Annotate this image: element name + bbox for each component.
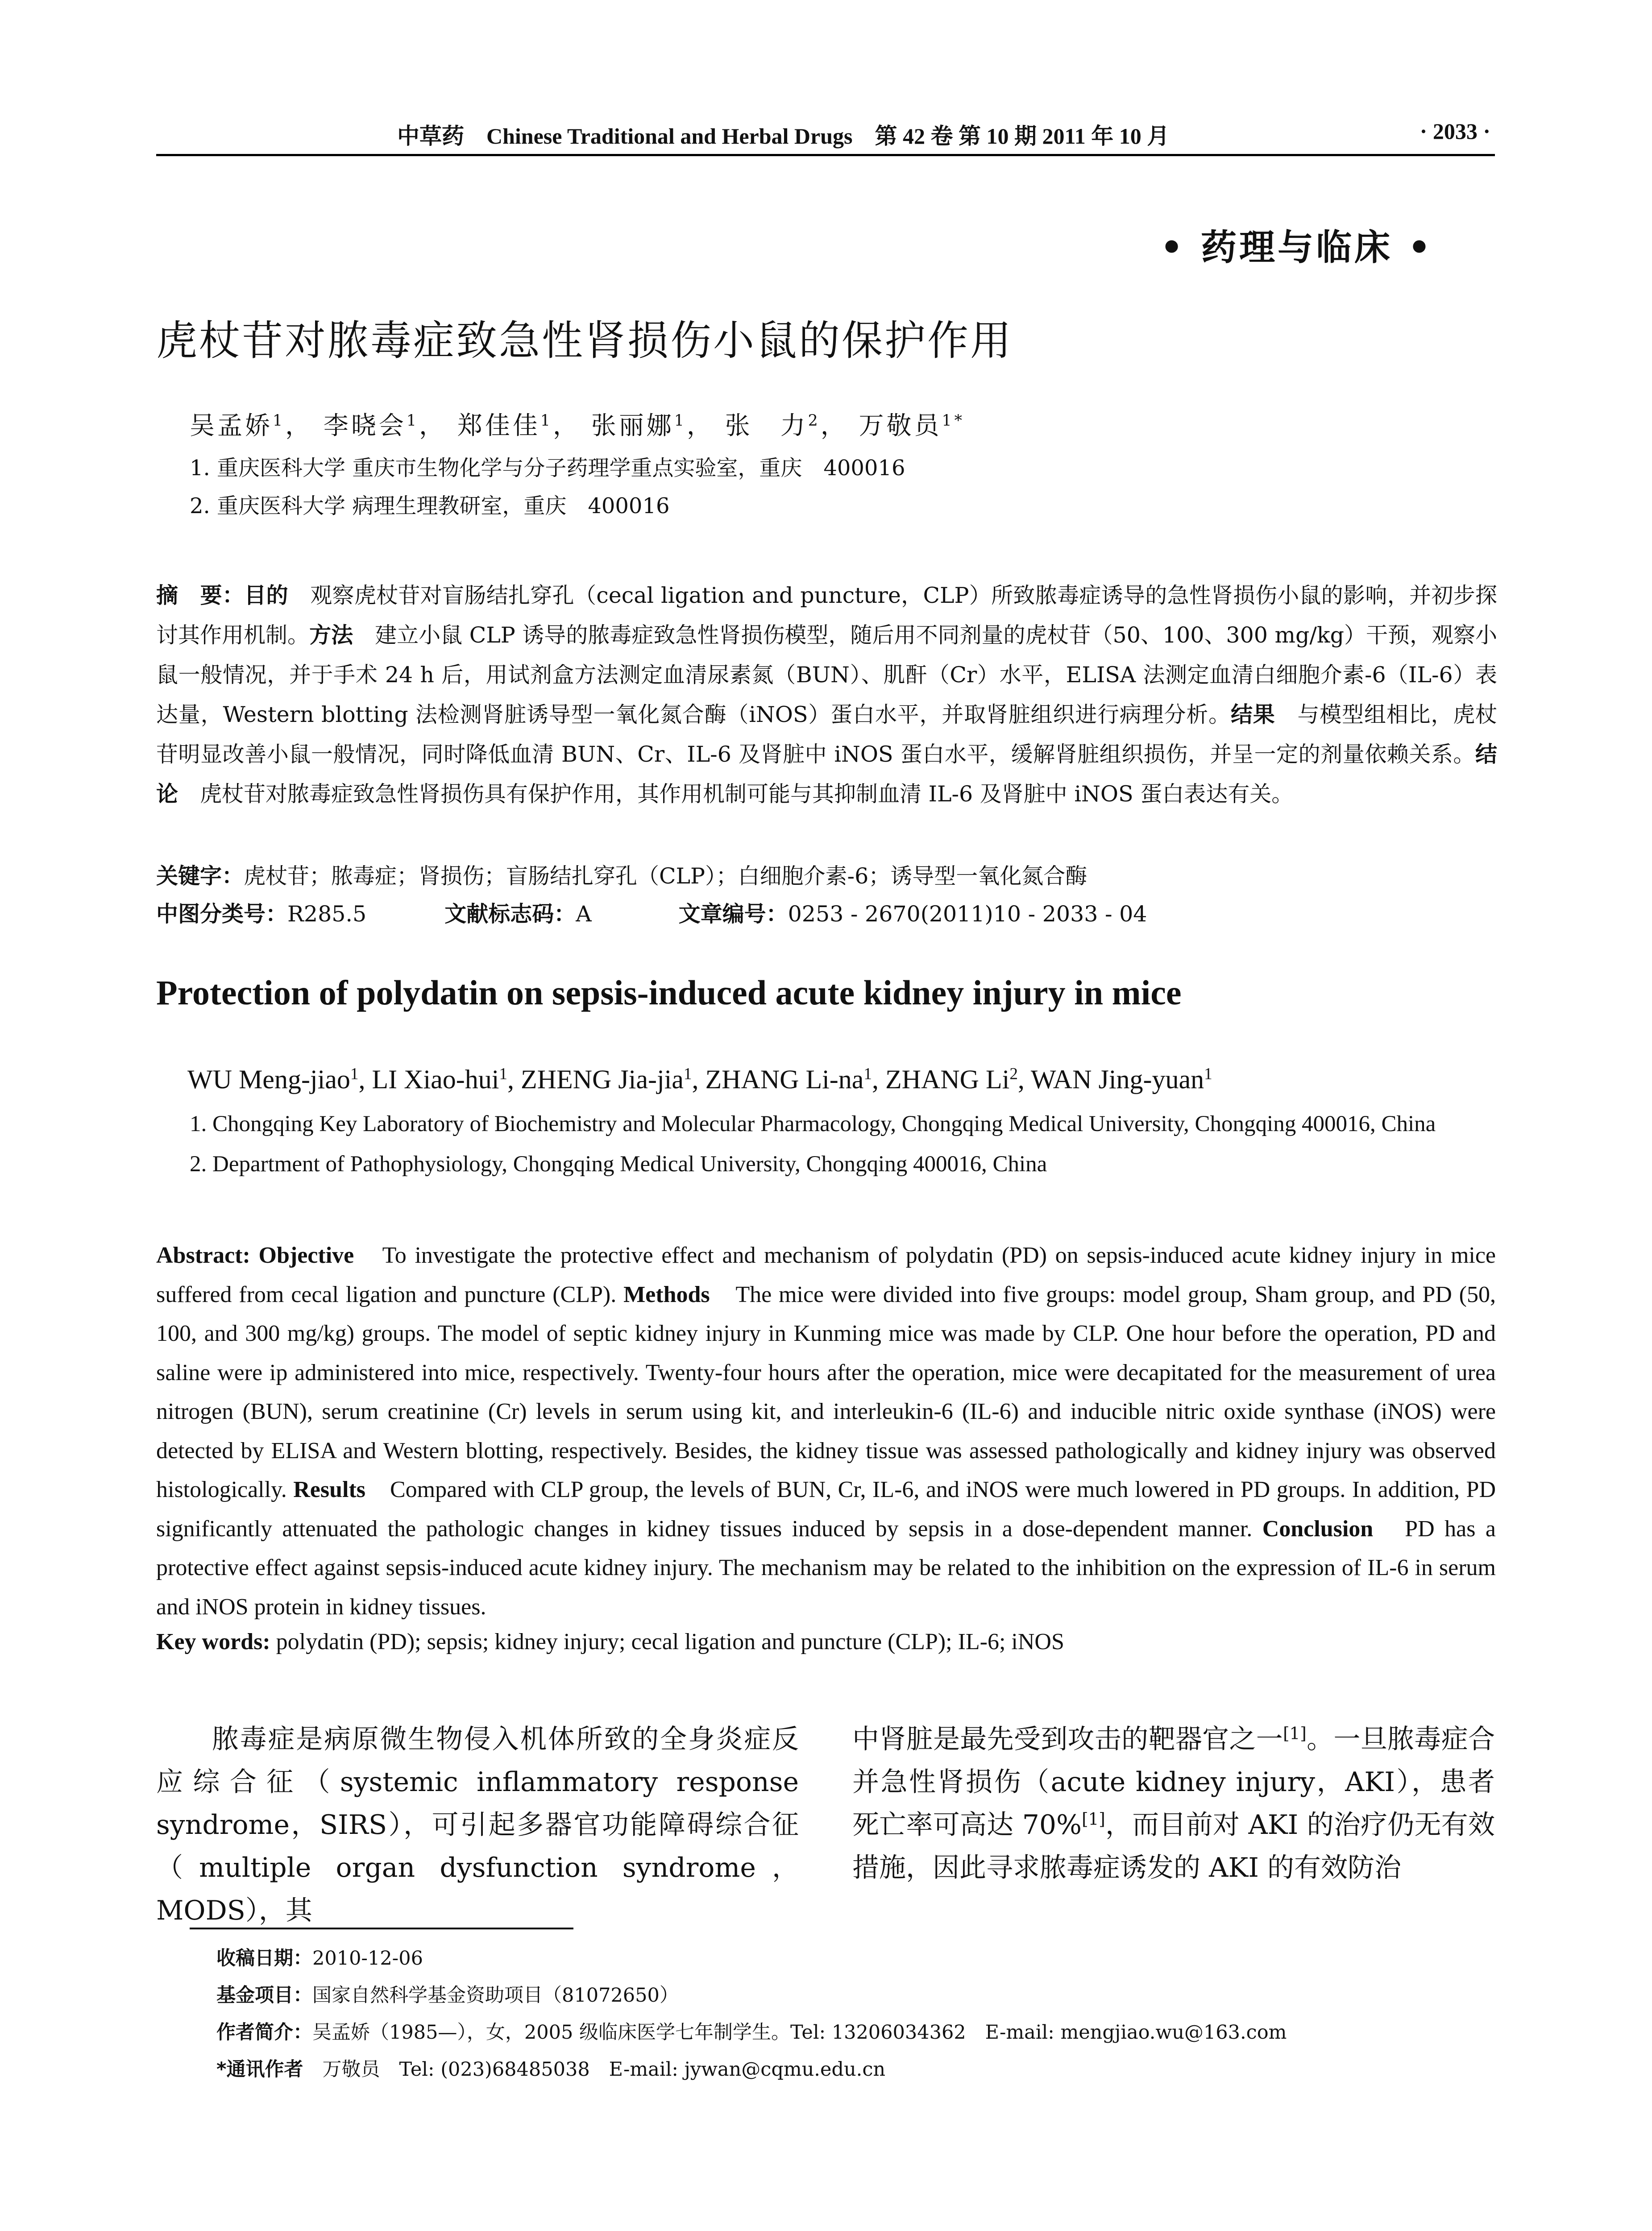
author-cn: 张丽娜$^1$ bbox=[591, 411, 687, 440]
methods-cn: 建立小鼠 CLP 诱导的脓毒症致急性肾损伤模型，随后用不同剂量的虎杖苷（50、100、300 mg/kg）干预，观察小鼠一般情况，并于手术 24 h 后，用试剂盒方法测定血清尿素氮（BUN）、肌酐（Cr）水平，ELISA 法测定血清白细胞介素-6（IL-6）表达量，Western blotting 法检测肾脏诱导型一氧化氮合酶（iNOS）蛋白水平，并取肾脏组织进行病理分析。 bbox=[156, 622, 1497, 727]
classification-row bbox=[156, 897, 1147, 928]
affiliation-cn-1: 1. 重庆医科大学 重庆市生物化学与分子药理学重点实验室，重庆 400016 bbox=[190, 456, 905, 481]
author-en: ZHANG $Li-na^1$ bbox=[705, 1065, 872, 1094]
body-right-column bbox=[852, 1718, 1495, 1889]
clc-code: R285.5 bbox=[287, 901, 367, 927]
author-en: ZHANG Li$^2$ bbox=[885, 1065, 1018, 1094]
clc-label: 中图分类号： bbox=[156, 901, 288, 927]
conclusion-en: PD has a protective effect against sepsis-induced acute kidney injury. The mechanism may be related to the inhibition on the expression of IL-6 in serum and iNOS protein in kidney tissues. bbox=[156, 1516, 1496, 1620]
objective-en-label: Objective bbox=[258, 1243, 354, 1268]
abstract-en bbox=[156, 1236, 1496, 1626]
author-cn: 郑佳佳$^1$ bbox=[457, 411, 553, 440]
authors-cn: 吴孟娇$^1$， 李晓会$^1$， 郑佳佳$^1$， 张丽娜$^1$， 张 力$^2$， 万敬员$^{1*}$ bbox=[190, 411, 965, 440]
running-header bbox=[156, 118, 1490, 158]
objective-en: To investigate the protective effect and mechanism of polydatin (PD) on sepsis-induced acute kidney injury in mice suffered from cecal ligation and puncture (CLP). bbox=[156, 1243, 1496, 1307]
author-en: ZHENG Jia-jia$^1$ bbox=[521, 1065, 692, 1094]
page-number: · 2033 · bbox=[1420, 119, 1490, 144]
methods-en: The mice were divided into five groups: model group, Sham group, and PD (50, 100, and 300 mg/kg) groups. The model of septic kidney injury in Kunming mice was made by CLP. One hour before the operation, PD and saline were ip administered into mice, respectively. Twenty-four hours after the operation, mice were decapitated for the measurement of urea nitrogen (BUN), serum creatinine (Cr) levels in serum using kit, and interleukin-6 (IL-6) and inducible nitric oxide synthase (iNOS) were detected by ELISA and Western blotting, respectively. Besides, the kidney tissue was assessed pathologically and kidney injury was observed histologically. bbox=[156, 1281, 1496, 1502]
citation[interactable]: [1] bbox=[1283, 1723, 1307, 1743]
keywords-en-text: polydatin (PD); sepsis; kidney injury; cecal ligation and puncture (CLP); IL-6; iNOS bbox=[276, 1629, 1064, 1655]
keywords-en-label: Key words: bbox=[156, 1629, 270, 1655]
journal-line: 中草药 Chinese Traditional and Herbal Drugs 第 42 卷 第 10 期 2011 年 10 月 bbox=[397, 124, 1170, 149]
affiliation-en-1: 1. Chongqing Key Laboratory of Biochemistry and Molecular Pharmacology, Chongqing Medical University, Chongqing 400016, China bbox=[190, 1111, 1436, 1136]
keywords-cn-label: 关键字： bbox=[156, 863, 244, 889]
title-en: Protection of polydatin on sepsis-induced acute kidney injury in mice bbox=[156, 973, 1182, 1012]
author-cn: 吴孟娇$^1$ bbox=[190, 411, 286, 440]
affiliation-cn-2: 2. 重庆医科大学 病理生理教研室，重庆 400016 bbox=[190, 493, 670, 518]
author-en: WU Meng-jiao$^1$ bbox=[187, 1065, 359, 1094]
objective-cn-label: 目的 bbox=[244, 583, 288, 608]
author-cn: 万敬员$^{1*}$ bbox=[859, 411, 965, 440]
abstract-cn-label: 摘 要： bbox=[156, 583, 245, 608]
footnote-corresponding: *通讯作者 万敬员 Tel: (023)68485038 E-mail: jywan@cqmu.edu.cn bbox=[216, 2058, 886, 2081]
abstract-cn bbox=[156, 576, 1497, 814]
doc-code-label: 文献标志码： bbox=[444, 901, 576, 927]
conclusion-cn-label: 结论 bbox=[156, 742, 1497, 807]
conclusion-en-label: Conclusion bbox=[1262, 1516, 1374, 1542]
authors-en: WU Meng-jiao$^1$, LI Xiao-hui$^1$, ZHENG Jia-jia$^1$, ZHANG $Li-na^1$, ZHANG Li$^2$, WAN Jing-yuan$^1$ bbox=[187, 1065, 1212, 1094]
affiliation-en-2: 2. Department of Pathophysiology, Chongqing Medical University, Chongqing 400016, China bbox=[190, 1152, 1047, 1177]
author-en: WAN Jing-yuan$^1$ bbox=[1030, 1065, 1212, 1094]
section-label: • 药理与临床 • bbox=[1160, 226, 1433, 268]
methods-cn-label: 方法 bbox=[309, 622, 353, 648]
doc-code: A bbox=[576, 901, 592, 927]
header-rule bbox=[156, 154, 1495, 156]
footnote-funding: 基金项目：国家自然科学基金资助项目（81072650） bbox=[216, 1984, 679, 2007]
article-number-label: 文章编号： bbox=[678, 901, 788, 927]
abstract-en-label: Abstract: bbox=[156, 1243, 250, 1268]
methods-en-label: Methods bbox=[623, 1281, 710, 1307]
footnote-rule bbox=[190, 1928, 573, 1929]
results-en-label: Results bbox=[293, 1477, 365, 1502]
footnote-author-bio: 作者简介：吴孟娇（1985—），女，2005 级临床医学七年制学生。Tel: 13206034362 E-mail: mengjiao.wu@163.com bbox=[216, 2021, 1287, 2044]
title-cn: 虎杖苷对脓毒症致急性肾损伤小鼠的保护作用 bbox=[156, 317, 1013, 365]
results-cn-label: 结果 bbox=[1230, 702, 1275, 727]
article-number: 0253 - 2670(2011)10 - 2033 - 04 bbox=[788, 901, 1147, 927]
citation[interactable]: [1] bbox=[1082, 1809, 1105, 1829]
objective-cn: 观察虎杖苷对盲肠结扎穿孔（cecal ligation and puncture，CLP）所致脓毒症诱导的急性肾损伤小鼠的影响，并初步探讨其作用机制。 bbox=[156, 583, 1497, 648]
author-cn: 张 力$^2$ bbox=[725, 411, 821, 440]
keywords-cn-text: 虎杖苷；脓毒症；肾损伤；盲肠结扎穿孔（CLP）；白细胞介素-6；诱导型一氧化氮合酶 bbox=[244, 863, 1087, 889]
author-cn: 李晓会$^1$ bbox=[323, 411, 419, 440]
footnote-received: 收稿日期：2010-12-06 bbox=[216, 1947, 423, 1970]
keywords-en bbox=[156, 1629, 1064, 1655]
body-left-column: 脓毒症是病原微生物侵入机体所致的全身炎症反应综合征（systemic inflammatory response syndrome，SIRS），可引起多器官功能障碍综合征（multiple organ dysfunction syndrome，MODS），其 bbox=[156, 1724, 799, 1926]
results-cn: 与模型组相比，虎杖苷明显改善小鼠一般情况，同时降低血清 BUN、Cr、IL-6 及肾脏中 iNOS 蛋白水平，缓解肾脏组织损伤，并呈一定的剂量依赖关系。 bbox=[156, 702, 1497, 767]
author-en: LI Xiao-hui$^1$ bbox=[372, 1065, 508, 1094]
body-text: 中肾脏是最先受到攻击的靶器官之一 bbox=[852, 1724, 1283, 1755]
keywords-cn bbox=[156, 859, 1087, 890]
body-text: 。一旦脓毒症合并急性肾损伤（acute kidney injury，AKI），患者死亡率可高达 70% bbox=[852, 1724, 1495, 1841]
conclusion-cn: 虎杖苷对脓毒症致急性肾损伤具有保护作用，其作用机制可能与其抑制血清 IL-6 及肾脏中 iNOS 蛋白表达有关。 bbox=[178, 781, 1294, 807]
body-text: ，而目前对 AKI 的治疗仍无有效措施，因此寻求脓毒症诱发的 AKI 的有效防治 bbox=[852, 1809, 1495, 1883]
results-en: Compared with CLP group, the levels of BUN, Cr, IL-6, and iNOS were much lowered in PD groups. In addition, PD significantly attenuated the pathologic changes in kidney tissues induced by sepsis in a dose-dependent manner. bbox=[156, 1477, 1496, 1542]
